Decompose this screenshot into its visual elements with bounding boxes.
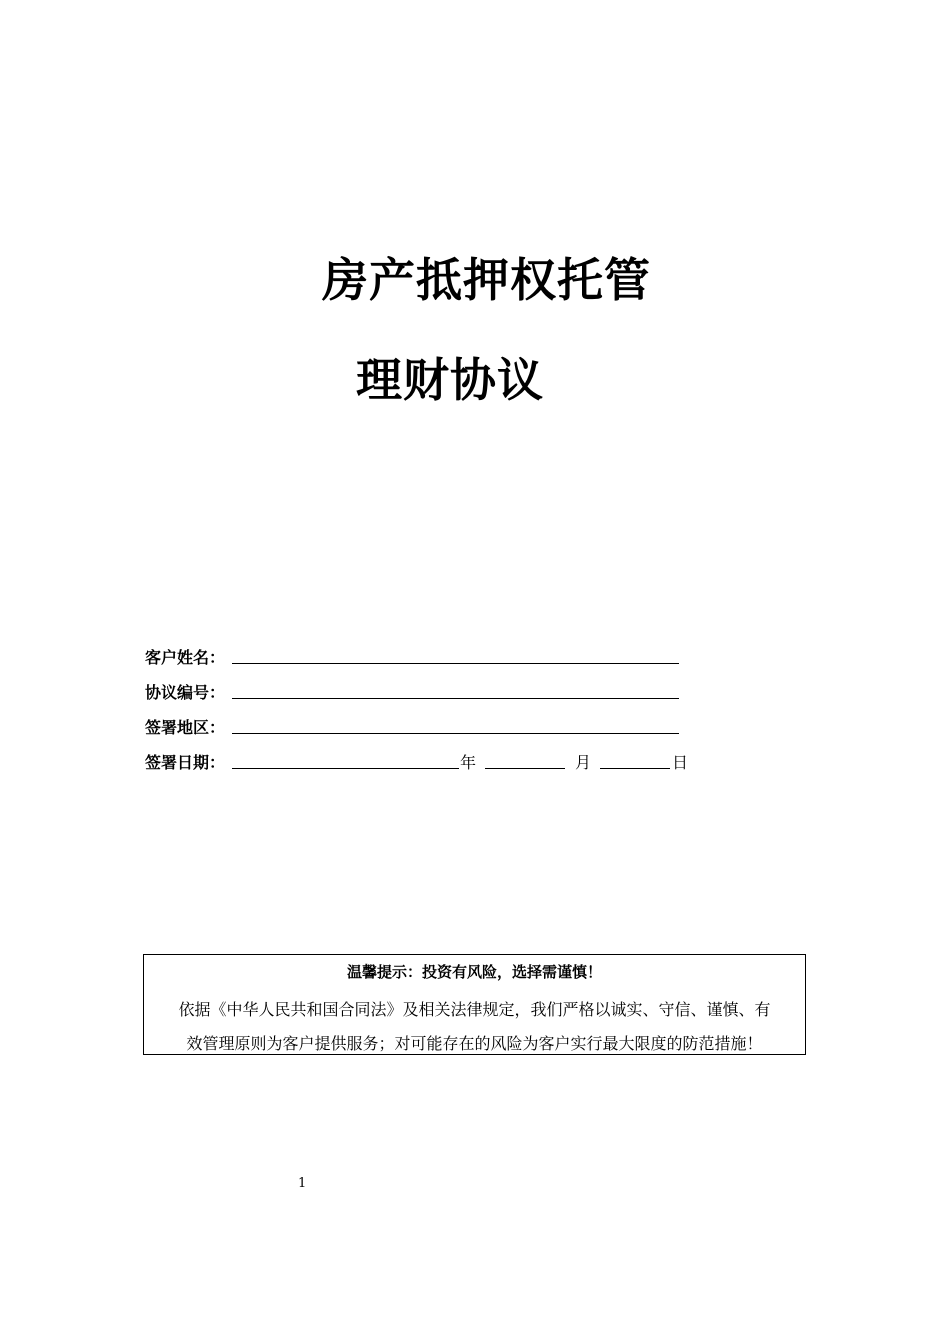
risk-notice-title: 温馨提示：投资有风险，选择需谨慎！: [346, 963, 602, 981]
sign-day-field[interactable]: [600, 750, 670, 769]
sign-date-row: [145, 750, 705, 774]
sign-region-row: [145, 715, 685, 739]
sign-date-label: 签署日期：: [145, 753, 226, 772]
risk-notice-text-line-1: 依据《中华人民共和国合同法》及相关法律规定，我们严格以诚实、守信、谨慎、有: [178, 1000, 771, 1019]
risk-notice-text-line-2: 效管理原则为客户提供服务；对可能存在的风险为客户实行最大限度的防范措施！: [186, 1034, 763, 1053]
customer-name-row: [145, 645, 685, 669]
customer-name-label: 客户姓名：: [145, 648, 226, 667]
agreement-number-field[interactable]: [232, 680, 679, 699]
sign-region-field[interactable]: [232, 715, 679, 734]
sign-month-field[interactable]: [485, 750, 565, 769]
risk-notice-box: [143, 954, 806, 1055]
agreement-number-row: [145, 680, 685, 704]
sign-region-label: 签署地区：: [145, 718, 226, 737]
month-label: 月: [575, 753, 592, 772]
document-title-line-2: 理财协议: [356, 353, 544, 407]
customer-name-field[interactable]: [232, 645, 679, 664]
page-number: 1: [298, 1176, 307, 1191]
year-label: 年: [460, 753, 477, 772]
day-label: 日: [672, 753, 689, 772]
sign-year-field[interactable]: [232, 750, 459, 769]
agreement-number-label: 协议编号：: [145, 683, 226, 702]
document-title-line-1: 房产抵押权托管: [322, 253, 651, 307]
